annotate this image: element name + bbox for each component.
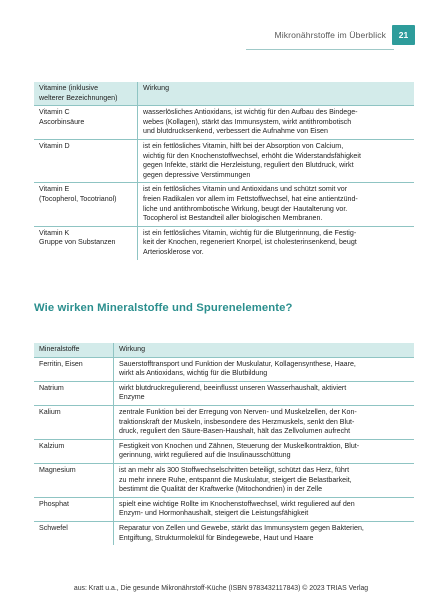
column-header-effect: Wirkung — [114, 343, 415, 357]
vitamin-effect-cell — [138, 106, 415, 140]
effect-line: zentrale Funktion bei der Erregung von Nerven- und Muskelzellen, der Kon- — [119, 407, 357, 416]
effect-line: Festigkeit von Knochen und Zähnen, Steuerung der Muskelkontraktion, Blut- — [119, 441, 360, 450]
mineral-effect-cell — [114, 357, 415, 381]
vitamin-effect-cell — [138, 226, 415, 259]
table-row — [34, 497, 414, 521]
mineral-effect-cell — [114, 521, 415, 545]
effect-line: wichtig für den Knochenstoffwechsel, erhöht die Widerstandsfähigkeit — [143, 151, 361, 160]
page-number-badge: 21 — [392, 25, 415, 45]
effect-line: wirkt blutdruckregulierend, beeinflusst unseren Wasserhaushalt, aktiviert — [119, 383, 347, 392]
running-title: Mikronährstoffe im Überblick — [274, 30, 386, 40]
mineral-effect-cell — [114, 381, 415, 405]
mineral-effect-cell — [114, 497, 415, 521]
effect-line: Enzyme — [119, 393, 145, 402]
mineral-name: Ferritin, Eisen — [34, 357, 114, 381]
effect-line: Reparatur von Zellen und Gewebe, stärkt das Immunsystem gegen Bakterien, — [119, 523, 364, 532]
header-line: welterer Bezeichnungen) — [39, 93, 118, 102]
source-footer: aus: Kratt u.a., Die gesunde Mikronährstoff-Küche (ISBN 9783432117843) © 2023 TRIAS Verlag — [73, 585, 369, 592]
table-row — [34, 226, 414, 259]
effect-line: wasserlösliches Antioxidans, ist wichtig für den Aufbau des Bindege- — [143, 108, 358, 117]
vitamin-effect-cell — [138, 183, 415, 226]
effect-line: ist an mehr als 300 Stoffwechselschritten beteiligt, schützt das Herz, führt — [119, 465, 350, 474]
table-row — [34, 183, 414, 226]
vitamin-name-cell — [34, 183, 138, 226]
vitamin-name: Vitamin C — [39, 108, 70, 117]
header-divider — [246, 49, 394, 50]
effect-line: Sauerstofftransport und Funktion der Muskulatur, Kollagensynthese, Haare, — [119, 359, 356, 368]
section-heading: Wie wirken Mineralstoffe und Spurenelemente? — [34, 302, 293, 314]
mineral-effect-cell — [114, 405, 415, 439]
mineral-name: Phosphat — [34, 497, 114, 521]
header-line: Vitamine (inklusive — [39, 84, 99, 92]
effect-line: zu mehr innere Ruhe, entspannt die Muskulatur, steigert die Belastbarkeit, — [119, 475, 352, 484]
effect-line: gegen Infekte, stärkt die Herzleistung, reguliert den Blutdruck, wirkt — [143, 161, 354, 170]
mineral-name: Schwefel — [34, 521, 114, 545]
table-row — [34, 139, 414, 182]
mineral-name: Magnesium — [34, 463, 114, 497]
mineral-name: Kalium — [34, 405, 114, 439]
effect-line: und blutdrucksenkend, verbessert die Aufnahme von Eisen — [143, 127, 328, 136]
vitamin-name: Vitamin E — [39, 185, 70, 194]
effect-line: spielt eine wichtige Rollte im Knochenstoffwechsel, wirkt reguliered auf den — [119, 499, 355, 508]
table-row — [34, 439, 414, 463]
mineral-name: Kalzium — [34, 439, 114, 463]
vitamin-alias: (Tocopherol, Tocotrianol) — [39, 194, 117, 203]
column-header-minerals: Mineralstoffe — [34, 343, 114, 357]
vitamin-name-cell — [34, 139, 138, 182]
vitamin-alias: Ascorbinsäure — [39, 117, 85, 126]
table-row — [34, 521, 414, 545]
vitamin-name-cell — [34, 106, 138, 140]
effect-line: ist ein fettlösliches Vitamin und Antioxidans und schützt somit vor — [143, 185, 348, 194]
effect-line: keit der Knochen, regeneriert Knorpel, ist cholesterinsenkend, beugt — [143, 238, 357, 247]
mineral-effect-cell — [114, 463, 415, 497]
effect-line: traktionskraft der Muskeln, insbesondere des Herzmuskels, senkt den Blut- — [119, 417, 355, 426]
vitamin-name-cell — [34, 226, 138, 259]
effect-line: druck, reguliert den Säure-Basen-Haushalt, hält das Zellvolumen aufrecht — [119, 427, 351, 436]
vitamin-name: Vitamin D — [39, 141, 70, 150]
effect-line: Arteriosklerose vor. — [143, 247, 204, 256]
vitamin-name: Vitamin K — [39, 228, 70, 237]
effect-line: gerinnung, wirkt reguliered auf die Insulinausschüttung — [119, 451, 291, 460]
table-row — [34, 405, 414, 439]
mineral-effect-cell — [114, 439, 415, 463]
effect-line: freien Radikalen vor allem im Fettstoffwechsel, hat eine antientzünd- — [143, 194, 358, 203]
effect-line: webes (Kollagen), stärkt das Immunsystem, wirkt antithrombotisch — [143, 117, 352, 126]
table-header-row — [34, 343, 414, 357]
table-row — [34, 106, 414, 140]
effect-line: ist ein fettlösliches Vitamin, hilft bei der Absorption von Calcium, — [143, 141, 344, 150]
table-row — [34, 357, 414, 381]
column-header-effect: Wirkung — [138, 82, 415, 106]
effect-line: bestimmt die Qualität der Kraftwerke (Mitochondrien) in der Zelle — [119, 485, 323, 494]
table-row — [34, 463, 414, 497]
effect-line: wirkt als Antioxidans, wichtig für die Blutbildung — [119, 369, 268, 378]
table-header-row — [34, 82, 414, 106]
effect-line: liche und antithrombotische Wirkung, beugt der Hautalterung vor. — [143, 204, 348, 213]
vitamin-alias: Gruppe von Substanzen — [39, 238, 116, 247]
table-row — [34, 381, 414, 405]
effect-line: gegen depressive Verstimmungen — [143, 170, 251, 179]
effect-line: Entgiftung, Strukturmolekül für Bindegewebe, Haut und Haare — [119, 533, 314, 542]
effect-line: ist ein fettlösliches Vitamin, wichtig für die Blutgerinnung, die Festig- — [143, 228, 357, 237]
vitamin-effect-cell — [138, 139, 415, 182]
minerals-table — [34, 343, 414, 545]
effect-line: Enzym- und Hormonhaushalt, steigert die Leistungsfähigkeit — [119, 509, 309, 518]
mineral-name: Natrium — [34, 381, 114, 405]
effect-line: Tocopherol ist Bestandteil aller biologischen Membranen. — [143, 214, 323, 223]
column-header-vitamins — [34, 82, 138, 106]
vitamins-table — [34, 82, 414, 260]
